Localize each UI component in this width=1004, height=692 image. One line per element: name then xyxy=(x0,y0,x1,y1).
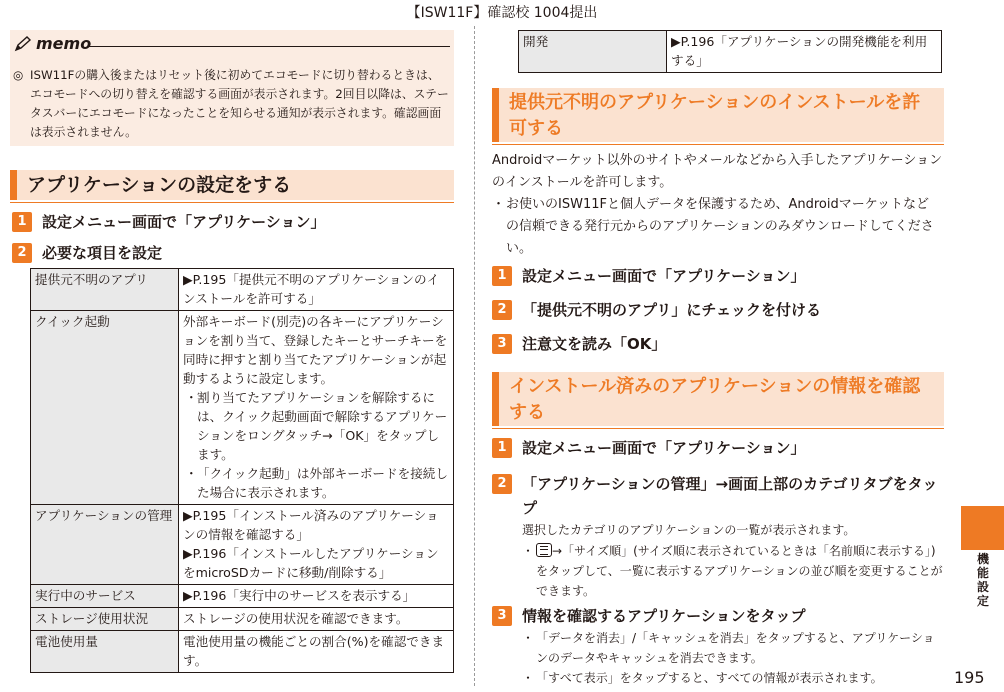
step-number: 3 xyxy=(492,334,512,354)
unknown-sources-description: Androidマーケット以外のサイトやメールなどから入手したアプリケーションのインストールを許可します。 xyxy=(492,153,943,190)
list-item-text: 「クイック起動」は外部キーボードを接続した場合に表示されます。 xyxy=(197,466,448,500)
step-number: 2 xyxy=(12,243,32,263)
step-text: 設定メニュー画面で「アプリケーション」 xyxy=(42,213,326,231)
memo-text xyxy=(13,66,450,142)
memo-header xyxy=(14,36,450,54)
step-text: 情報を確認するアプリケーションをタップ xyxy=(522,607,806,625)
dev-table xyxy=(518,30,942,73)
table-row xyxy=(31,311,454,505)
row-label: 提供元不明のアプリ xyxy=(31,269,179,311)
section-heading-unknown-sources xyxy=(492,88,944,142)
row-value: ▶P.196「実行中のサービスを表示する」 xyxy=(179,585,454,608)
row-value: 外部キーボード(別売)の各キーにアプリケーションを割り当て、登録したキーとサーチキーを同時に押すと割り当てたアプリケーションが起動するように設定します。 xyxy=(183,314,448,386)
memo-bullet-mark: ◎ xyxy=(13,68,24,82)
list-item-text: 割り当てたアプリケーションを解除するには、クイック起動画面で解除するアプリケーションをロングタッチ→「OK」をタップします。 xyxy=(197,390,448,462)
bullet-text: →「サイズ順」(サイズ順に表示されているときは「名前順に表示する」)をタップして、一覧に表示するアプリケーションの並び順を変更することができます。 xyxy=(536,544,943,598)
bullet-text: 「すべて表示」をタップすると、すべての情報が表示されます。 xyxy=(536,671,883,685)
step-number: 1 xyxy=(492,438,512,458)
pencil-icon xyxy=(14,36,32,52)
step-text: 必要な項目を設定 xyxy=(42,244,163,262)
table-row xyxy=(31,505,454,585)
table-row xyxy=(31,631,454,673)
row-label: 開発 xyxy=(519,31,667,73)
row-value: 電池使用量の機能ごとの割合(%)を確認できます。 xyxy=(179,631,454,673)
chapter-label: 機能設定 xyxy=(976,552,989,608)
step-number: 3 xyxy=(492,606,512,626)
heading-underline xyxy=(10,202,454,203)
bullet-dot: ・ xyxy=(522,671,535,685)
bullet-body xyxy=(536,541,944,601)
row-value-2: ▶P.196「インストールしたアプリケーションをmicroSDカードに移動/削除する」 xyxy=(183,546,439,580)
list-item: ・ 「クイック起動」は外部キーボードを接続した場合に表示されます。 xyxy=(185,466,448,500)
step-number: 1 xyxy=(492,266,512,286)
row-label: アプリケーションの管理 xyxy=(31,505,179,585)
step-number: 1 xyxy=(12,212,32,232)
unknown-sources-note xyxy=(492,194,944,260)
step-text: 設定メニュー画面で「アプリケーション」 xyxy=(522,267,806,285)
table-row xyxy=(31,269,454,311)
heading-underline xyxy=(492,144,944,145)
memo-rule xyxy=(88,46,450,47)
table-row xyxy=(31,608,454,631)
app-settings-table xyxy=(30,268,454,673)
memo-box xyxy=(10,30,454,146)
column-divider xyxy=(474,26,475,686)
bullet-text: 「データを消去」/「キャッシュを消去」をタップすると、アプリケーションのデータやキャッシュを消去できます。 xyxy=(536,631,935,665)
row-label: 電池使用量 xyxy=(31,631,179,673)
row-value: ▶P.195「インストール済みのアプリケーションの情報を確認する」 xyxy=(183,508,439,542)
row-label: 実行中のサービス xyxy=(31,585,179,608)
section-heading-text: アプリケーションの設定をする xyxy=(27,174,292,196)
section-heading-installed-apps xyxy=(492,372,944,426)
step-text: 「アプリケーションの管理」→画面上部のカテゴリタブをタップ xyxy=(522,475,938,517)
row-value: ▶P.195「提供元不明のアプリケーションのインストールを許可する」 xyxy=(179,269,454,311)
page-number: 195 xyxy=(954,668,985,687)
bullet-dot: ・ xyxy=(522,544,535,558)
step-text: 「提供元不明のアプリ」にチェックを付ける xyxy=(522,301,821,319)
section-heading-text: インストール済みのアプリケーションの情報を確認する xyxy=(509,376,921,423)
row-value: ▶P.196「アプリケーションの開発機能を利用する」 xyxy=(667,31,942,73)
memo-label: memo xyxy=(36,34,92,53)
bullet-dot: ・ xyxy=(492,197,506,212)
row-value-cell xyxy=(179,505,454,585)
installed-step-3-note-1 xyxy=(522,628,944,668)
heading-underline xyxy=(492,428,944,429)
row-label: クイック起動 xyxy=(31,311,179,505)
bullet-text: お使いのISW11Fと個人データを保護するため、Androidマーケットなどの信頼できる発行元からのアプリケーションのみダウンロードしてください。 xyxy=(506,197,934,256)
bullet-dot: ・ xyxy=(522,631,535,645)
chapter-tab xyxy=(961,506,1004,550)
step-number: 2 xyxy=(492,300,512,320)
memo-body: ISW11Fの購入後またはリセット後に初めてエコモードに切り替わるときは、エコモードへの切り替えを確認する画面が表示されます。2回目以降は、ステータスバーにエコモードになったことを知らせる通知が表示されます。確認画面は表示されません。 xyxy=(30,68,449,139)
row-label: ストレージ使用状況 xyxy=(31,608,179,631)
section-heading-text: 提供元不明のアプリケーションのインストールを許可する xyxy=(509,92,921,139)
menu-key-icon xyxy=(536,543,552,557)
step-number: 2 xyxy=(492,474,512,494)
page-header: 【ISW11F】確認校 1004提出 xyxy=(406,5,598,21)
list-item: ・ 割り当てたアプリケーションを解除するには、クイック起動画面で解除するアプリケーションをロングタッチ→「OK」をタップします。 xyxy=(185,390,448,462)
table-row xyxy=(31,585,454,608)
table-row xyxy=(519,31,942,73)
installed-step-2-desc: 選択したカテゴリのアプリケーションの一覧が表示されます。 xyxy=(522,523,856,537)
step-text: 注意文を読み「OK」 xyxy=(522,335,667,353)
section-heading-app-settings xyxy=(10,170,454,200)
row-value: ストレージの使用状況を確認できます。 xyxy=(179,608,454,631)
step-text: 設定メニュー画面で「アプリケーション」 xyxy=(522,439,806,457)
row-value-cell xyxy=(179,311,454,505)
